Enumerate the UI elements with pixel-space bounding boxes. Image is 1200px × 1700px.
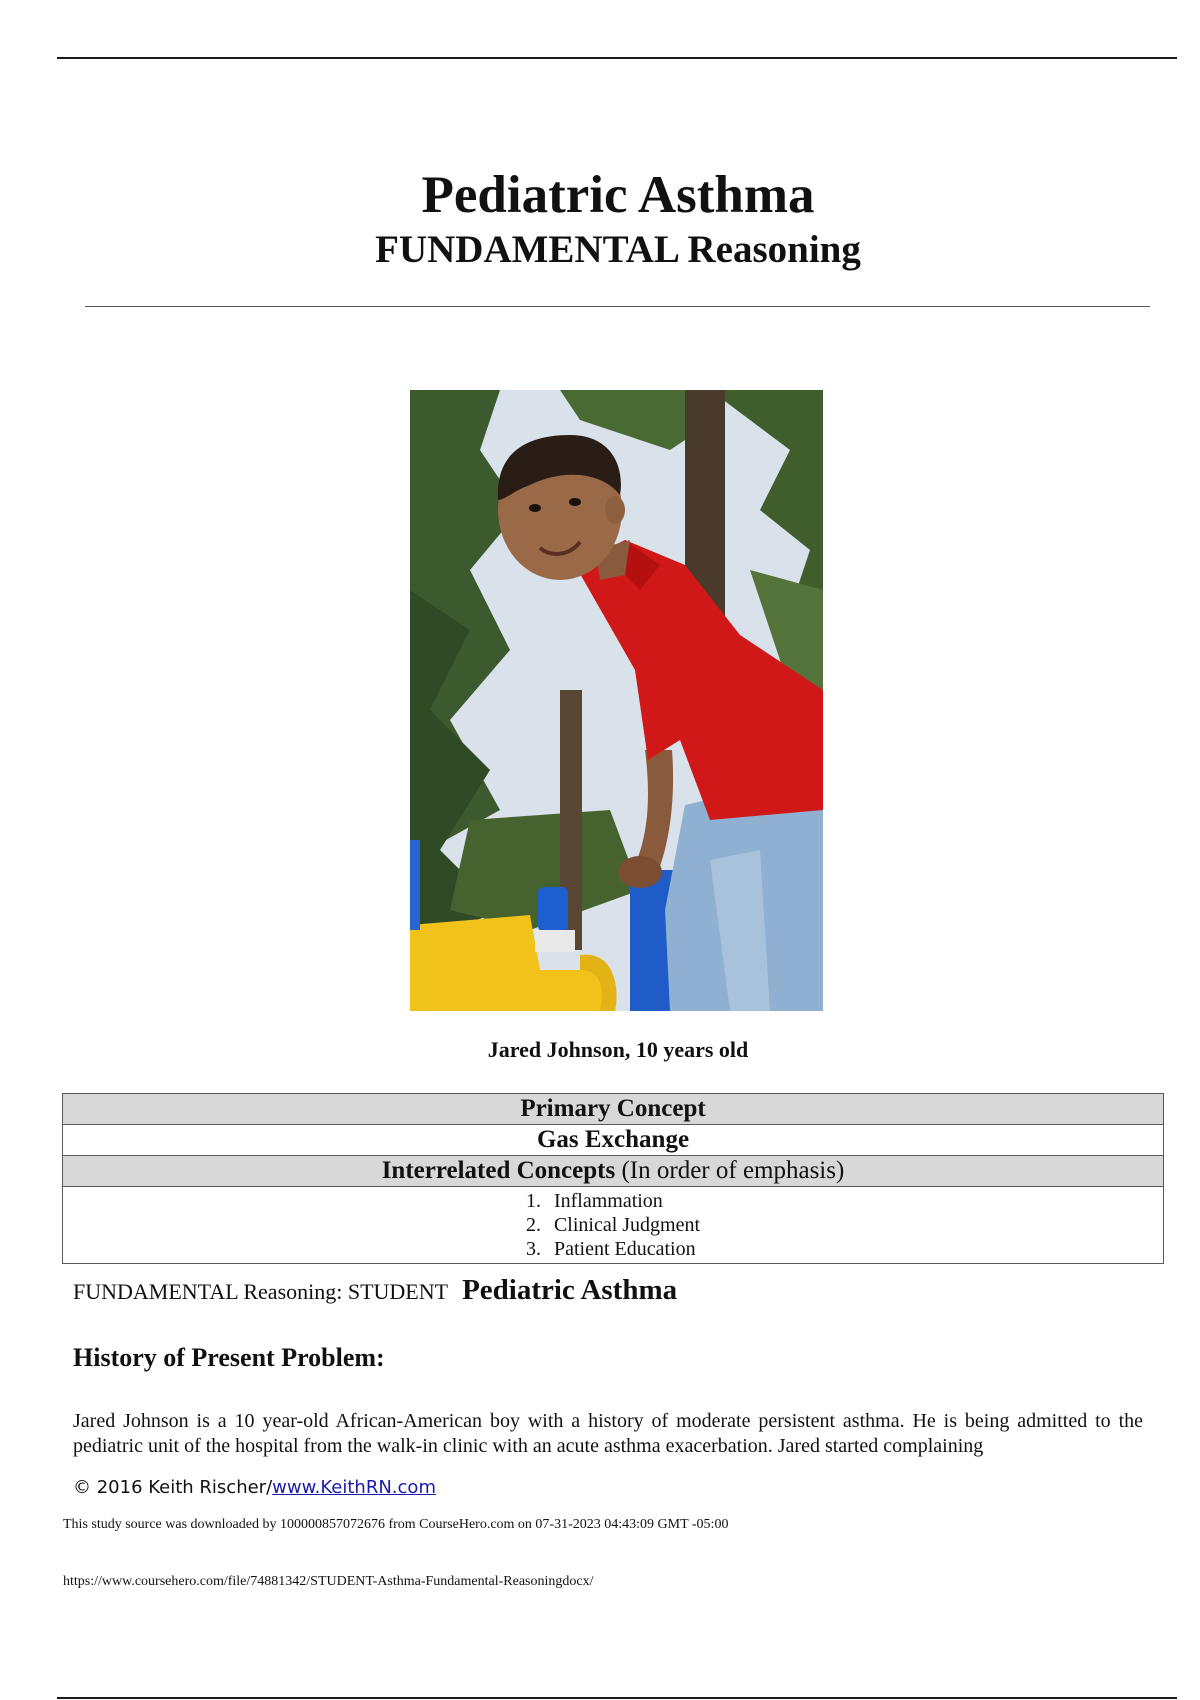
page-header: [73, 1274, 677, 1307]
list-item: 2. Clinical Judgment: [525, 1214, 701, 1236]
copyright-text: © 2016 Keith Rischer/: [73, 1477, 273, 1498]
interrelated-concepts-note: (In order of emphasis): [621, 1157, 845, 1184]
page-header-label: FUNDAMENTAL Reasoning: STUDENT: [73, 1279, 449, 1304]
interrelated-concepts-title: Interrelated Concepts: [381, 1157, 616, 1184]
document-subtitle: FUNDAMENTAL Reasoning: [375, 228, 861, 271]
page-header-title: Pediatric Asthma: [462, 1274, 678, 1306]
title-divider: [85, 306, 1150, 307]
primary-concept-header: Primary Concept: [63, 1094, 1164, 1125]
concept-table: [62, 1093, 1164, 1264]
list-item: 1. Inflammation: [525, 1190, 663, 1212]
interrelated-concepts-list: [526, 1189, 700, 1261]
photo-caption: Jared Johnson, 10 years old: [487, 1037, 749, 1062]
list-item: 3. Patient Education: [525, 1238, 696, 1260]
history-heading: History of Present Problem:: [73, 1343, 385, 1372]
history-text: Jared Johnson is a 10 year-old African-American boy with a history of moderate persistent asthma. He is being admitted to the pediatric unit of the hospital from the walk-in clinic with an acute asthma exacerbation. Jared started complaining: [73, 1410, 1143, 1457]
bottom-rule: [57, 1697, 1177, 1699]
copyright-line: [73, 1477, 436, 1498]
download-note: This study source was downloaded by 100000857072676 from CourseHero.com on 07-31-2023 04:43:09 GMT -05:00: [63, 1517, 729, 1532]
top-rule: [57, 57, 1177, 59]
source-url: https://www.coursehero.com/file/74881342/STUDENT-Asthma-Fundamental-Reasoningdocx/: [63, 1574, 594, 1589]
interrelated-concepts-cell: [63, 1187, 1164, 1264]
document-title: Pediatric Asthma: [421, 166, 815, 224]
keithrn-link[interactable]: www.KeithRN.com: [272, 1477, 436, 1498]
interrelated-concepts-header: [63, 1156, 1164, 1187]
patient-photo: [410, 390, 823, 1011]
primary-concept-value: Gas Exchange: [63, 1125, 1164, 1156]
